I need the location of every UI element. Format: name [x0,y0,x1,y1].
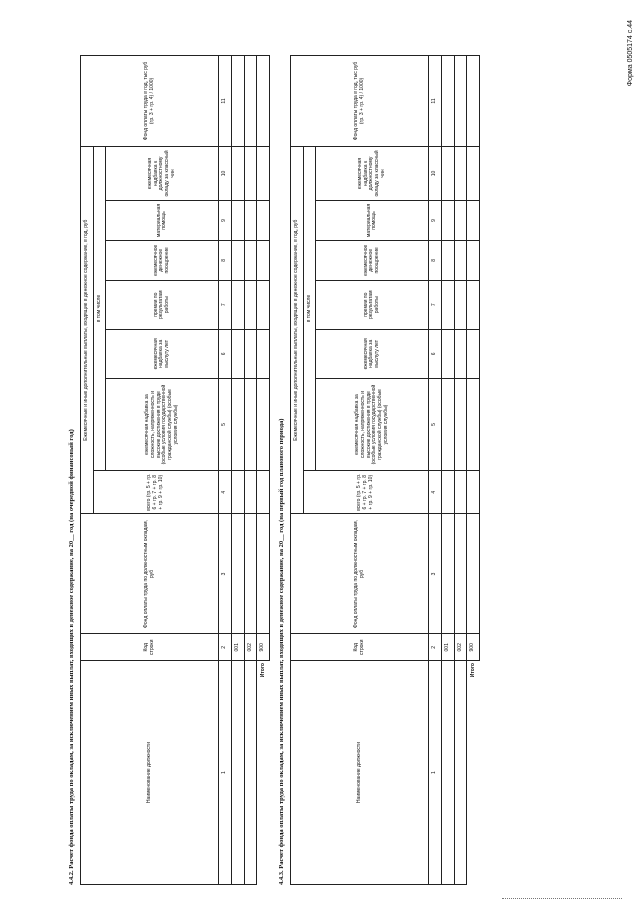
header-c5: ежемесячная надбавка за сложность, напряженность и высокие достижения в труде (особые условия государственной гражданской службы) (особые условия службы) [106,378,219,470]
header-c10: ежемесячная надбавка к должностному окладу за классный чин [106,146,219,200]
table-row [441,56,454,885]
col-number: 9 [429,201,442,241]
col-number: 10 [429,146,442,200]
row-code: 001 [441,634,454,661]
col-number: 5 [219,378,232,470]
fot-table [80,55,270,885]
col-number: 6 [429,329,442,378]
total-row [467,56,480,885]
row-code: 002 [244,634,257,661]
header-c7: премии по результатам работы [106,280,219,329]
row-name [454,661,467,885]
header-c8: ежемесячное денежное поощрение [106,240,219,280]
header-incl: в том числе [93,146,106,470]
header-fot-salary: Фонд оплаты труда по должностным окладам, руб [81,514,219,634]
total-code: 900 [467,634,480,661]
col-number: 4 [219,471,232,514]
total-label: Итого [467,661,480,885]
total-label: Итого [257,661,270,885]
header-incl: в том числе [303,146,316,470]
table-row [454,56,467,885]
total-row [257,56,270,885]
header-fot-year: Фонд оплаты труда в год, тыс руб (гр. 3 + гр. 4) / 1000) [81,56,219,147]
header-c8: ежемесячное денежное поощрение [316,240,429,280]
col-number: 1 [219,661,232,885]
header-c6: ежемесячная надбавка за выслугу лет [316,329,429,378]
table-row [231,56,244,885]
col-number: 2 [219,634,232,661]
header-c9: материальная помощь [106,201,219,241]
row-code: 002 [454,634,467,661]
row-name [441,661,454,885]
header-code: Код строки [291,634,429,661]
header-fot-year: Фонд оплаты труда в год, тыс руб (гр. 3 + гр. 4) / 1000) [291,56,429,147]
section-caption: 4.4.3. Расчет фонда оплаты труда по окладам, за исключением иных выплат, входящих в денежное содержание, на 20__ год (на первый год планового периода) [278,418,285,885]
header-position: Наименование должности [81,661,219,885]
col-number: 2 [429,634,442,661]
header-position: Наименование должности [291,661,429,885]
header-code: Код строки [81,634,219,661]
fot-table [290,55,480,885]
col-number: 3 [429,514,442,634]
col-number: 3 [219,514,232,634]
col-number: 4 [429,471,442,514]
row-name [231,661,244,885]
header-monthly-group: Ежемесячные и иные дополнительные выплаты, входящие в денежное содержание, в год, руб [81,146,94,514]
header-c7: премии по результатам работы [316,280,429,329]
header-monthly-group: Ежемесячные и иные дополнительные выплаты, входящие в денежное содержание, в год, руб [291,146,304,514]
col-number: 5 [429,378,442,470]
column-numbers-row [219,56,232,885]
header-fot-salary: Фонд оплаты труда по должностным окладам, руб [291,514,429,634]
column-numbers-row [429,56,442,885]
row-code: 001 [231,634,244,661]
col-number: 11 [219,56,232,147]
header-c5: ежемесячная надбавка за сложность, напряженность и высокие достижения в труде (особые условия государственной гражданской службы) (особые условия службы) [316,378,429,470]
header-c6: ежемесячная надбавка за выслугу лет [106,329,219,378]
col-number: 1 [429,661,442,885]
section-caption: 4.4.2. Расчет фонда оплаты труда по окладам, за исключением иных выплат, входящих в денежное содержание, на 20__ год (на очередной финансовый год) [68,429,75,885]
col-number: 7 [219,280,232,329]
page-edge-mark [502,898,622,899]
header-total: всего (гр. 5 + гр. 6 + гр. 7 + гр. 8 + гр. 9 + гр. 10) [93,471,219,514]
header-c10: ежемесячная надбавка к должностному окладу за классный чин [316,146,429,200]
row-name [244,661,257,885]
col-number: 8 [429,240,442,280]
col-number: 9 [219,201,232,241]
col-number: 7 [429,280,442,329]
total-code: 900 [257,634,270,661]
header-total: всего (гр. 5 + гр. 6 + гр. 7 + гр. 8 + гр. 9 + гр. 10) [303,471,429,514]
col-number: 6 [219,329,232,378]
col-number: 10 [219,146,232,200]
col-number: 8 [219,240,232,280]
table-row [244,56,257,885]
form-code: Форма 0505174 с.44 [627,20,634,87]
header-c9: материальная помощь [316,201,429,241]
col-number: 11 [429,56,442,147]
